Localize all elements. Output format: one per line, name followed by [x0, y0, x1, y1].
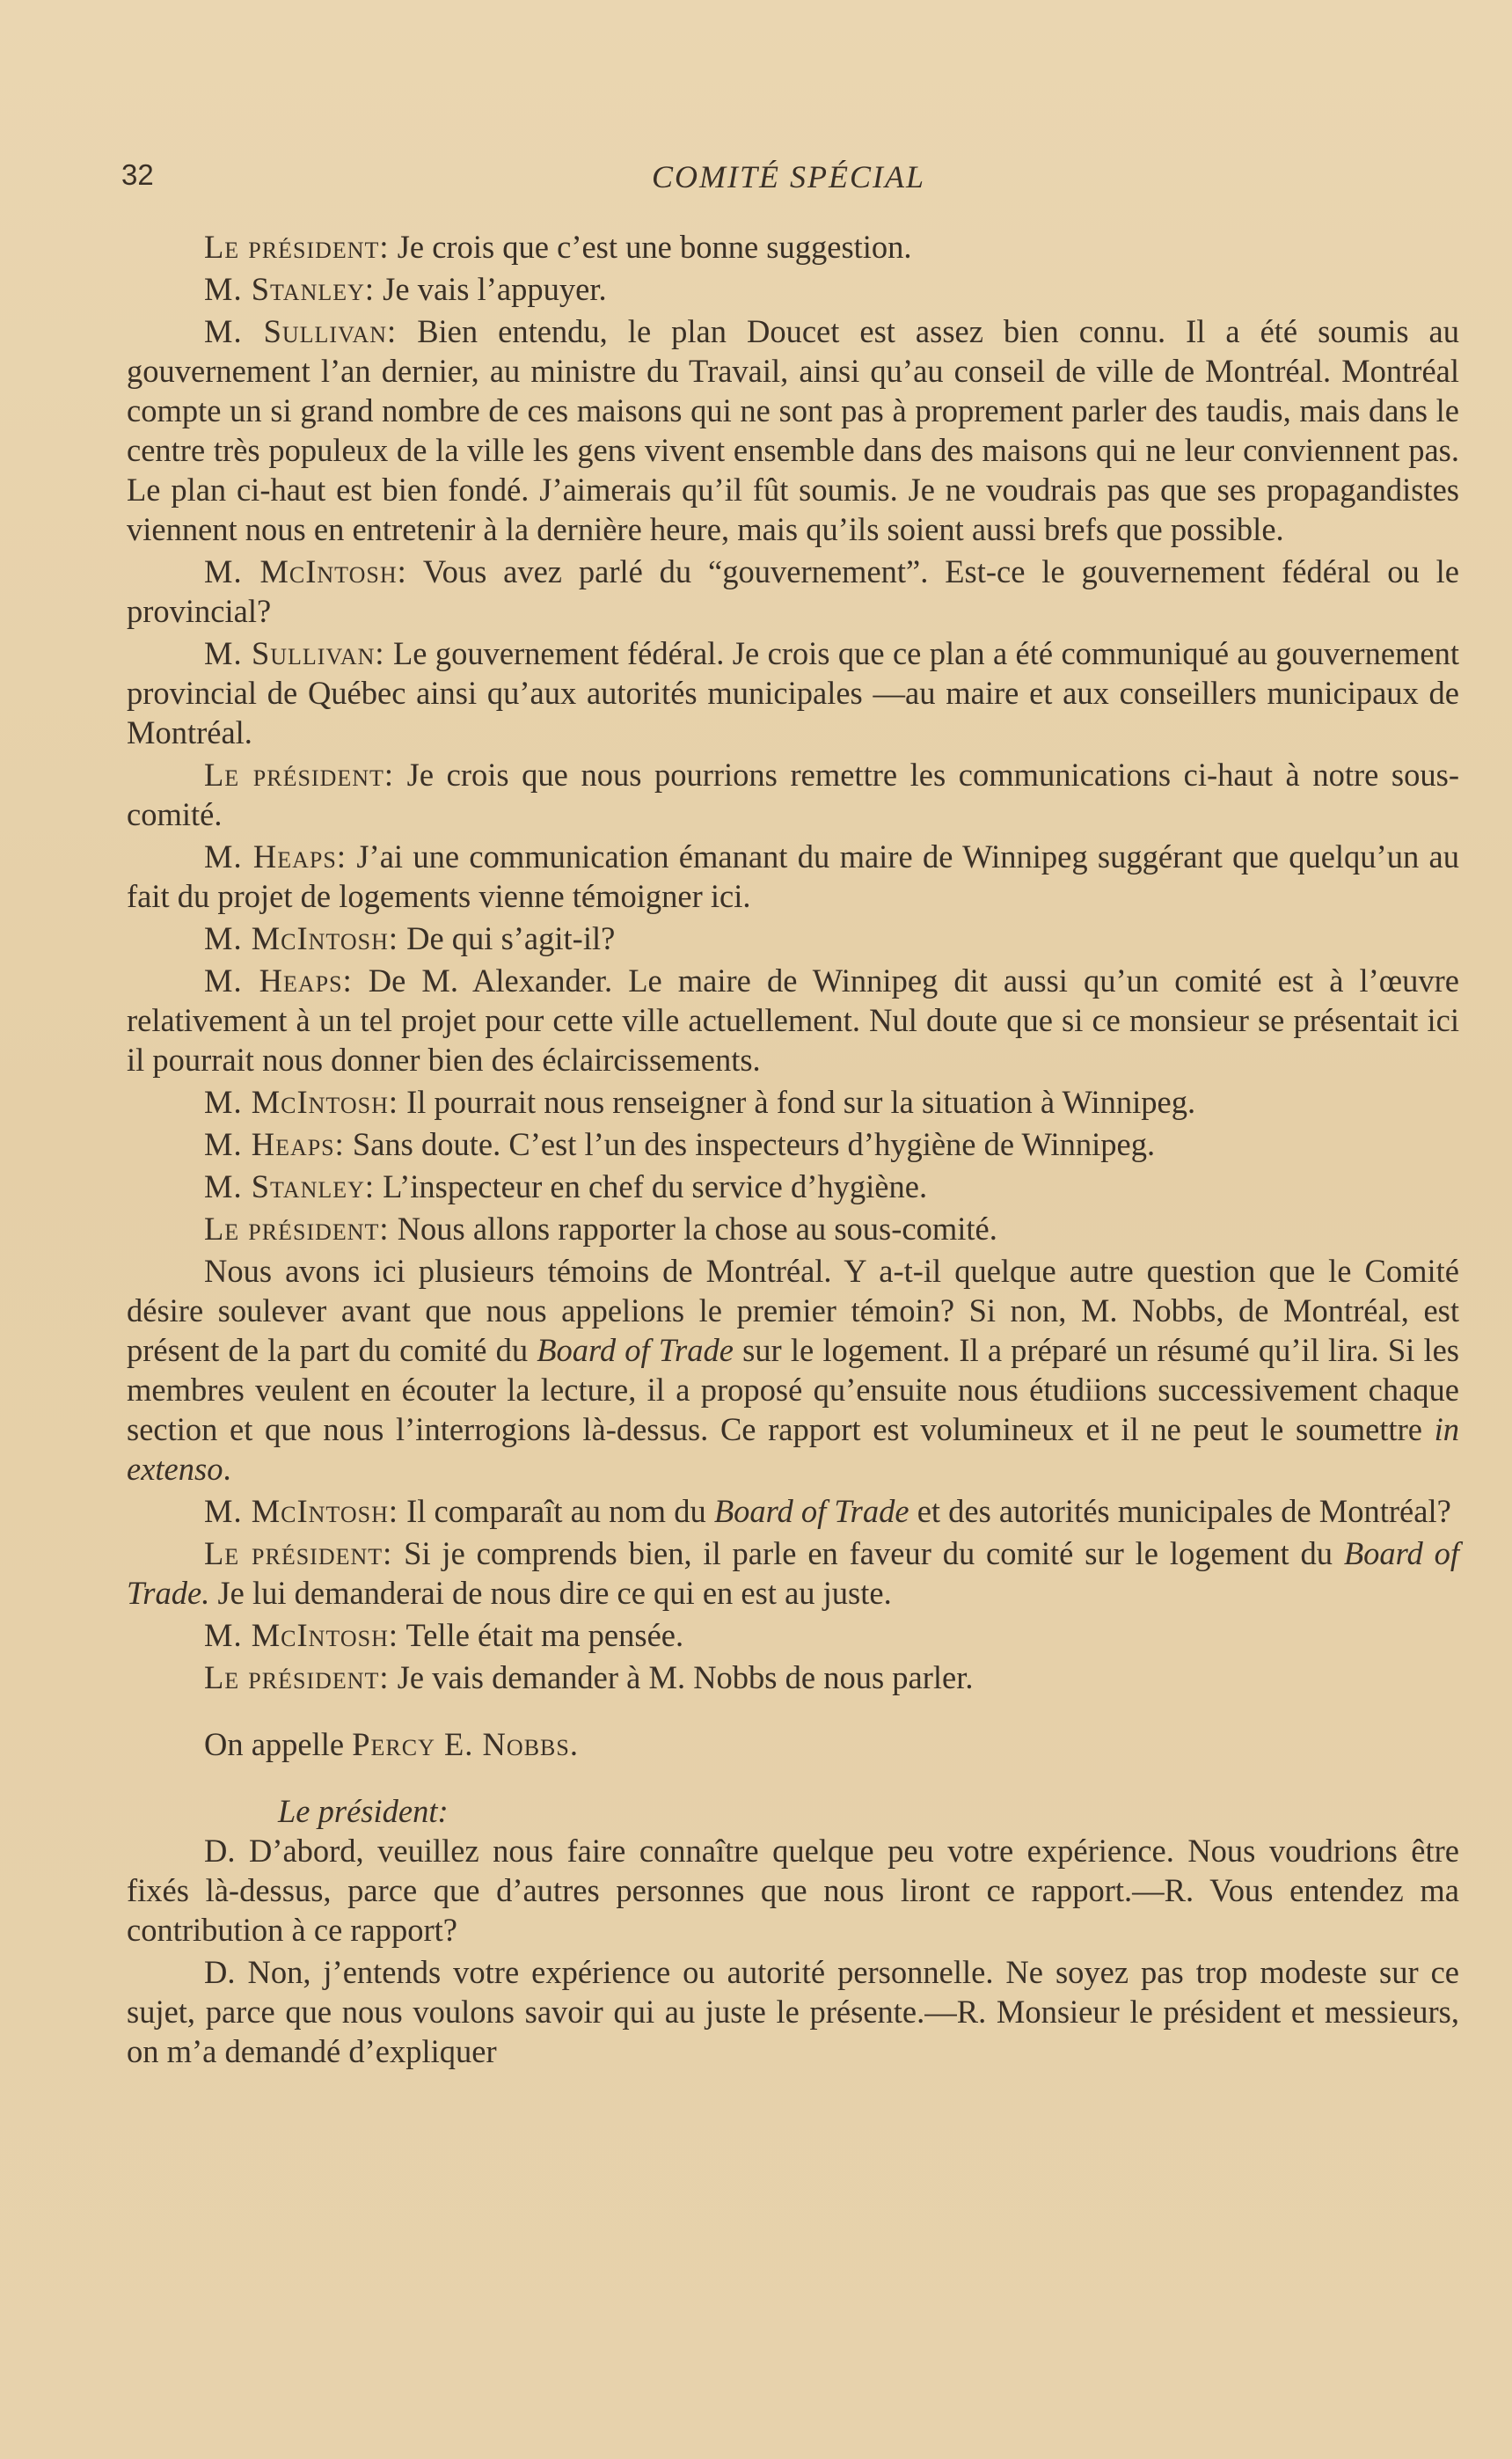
paragraph-text: Je crois que c’est une bonne suggestion. — [389, 229, 912, 265]
paragraph — [127, 961, 1459, 1079]
paragraph-text: et des autorités municipales de Montréal? — [909, 1493, 1451, 1529]
page-number: 32 — [121, 158, 154, 191]
paragraph — [127, 633, 1459, 752]
paragraph-text: Nous avons ici plusieurs témoins de Montréal. Y a-t-il quelque autre question que le Comité désire soulever avant que nous appelions le premier témoin? Si non, M. Nobbs, de Montréal, est présent de la part du comité du — [127, 1253, 1459, 1368]
paragraph-text: Il comparaît au nom du — [398, 1493, 714, 1529]
paragraph — [127, 227, 1459, 267]
italic-term: Board of Trade. — [127, 1535, 1460, 1611]
paragraph — [127, 1533, 1459, 1613]
paragraph — [127, 918, 1459, 958]
speaker-label: M. Stanley: — [204, 1168, 376, 1204]
paragraph — [127, 1658, 1459, 1697]
paragraph-text: J’ai une communication émanant du maire de Winnipeg suggérant que quelqu’un au fait du projet de logements vienne témoigner ici. — [127, 838, 1459, 914]
paragraph-text: . — [223, 1451, 231, 1487]
speaker-label: Le président: — [204, 229, 390, 265]
page-body — [127, 227, 1459, 2074]
spacer — [127, 1700, 1459, 1724]
paragraph — [127, 1167, 1459, 1206]
witness-name: Percy E. Nobbs. — [352, 1726, 579, 1762]
speaker-label: M. Heaps: — [204, 1126, 345, 1162]
paragraph-text: Si je comprends bien, il parle en faveur du comité sur le logement du — [392, 1535, 1344, 1571]
paragraph-text: Je vais demander à M. Nobbs de nous parler. — [389, 1659, 974, 1695]
witness-call — [127, 1724, 1459, 1764]
paragraph — [127, 1082, 1459, 1122]
paragraph-text: Je lui demanderai de nous dire ce qui en est au juste. — [209, 1575, 892, 1611]
paragraph-text: Il pourrait nous renseigner à fond sur la situation à Winnipeg. — [398, 1084, 1196, 1120]
qa-paragraph: D. Non, j’entends votre expérience ou autorité personnelle. Ne soyez pas trop modeste sur ce sujet, parce que nous voulons savoir qui au juste le présente.—R. Monsieur le président et messieurs, on m’a demandé d’expliquer — [127, 1954, 1459, 2069]
speaker-label: M. McIntosh: — [204, 1617, 398, 1653]
paragraph-text: sur le logement. Il a préparé un résumé qu’il lira. Si les membres veulent en écouter la lecture, il a proposé qu’ensuite nous étudiions successivement chaque section et que nous l’interrogions là-dessus. Ce rapport est volumineux et il ne peut le soumettre — [127, 1332, 1459, 1447]
italic-term: Board of Trade — [713, 1493, 909, 1529]
paragraph — [127, 552, 1459, 631]
speaker-label: M. Sullivan: — [204, 313, 398, 349]
speaker-label: M. Sullivan: — [204, 635, 385, 671]
paragraph — [127, 269, 1459, 309]
speaker-label: M. Stanley: — [204, 271, 376, 307]
italic-term: in extenso — [127, 1411, 1459, 1487]
paragraph-text: Bien entendu, le plan Doucet est assez bien connu. Il a été soumis au gouvernement l’an dernier, au ministre du Travail, ainsi qu’au conseil de ville de Montréal. Montréal compte un si grand nombre de ces maisons qui ne sont pas à proprement parler des taudis, mais dans le centre très populeux de la ville les gens vivent ensemble dans des maisons qui ne leur conviennent pas. Le plan ci-haut est bien fondé. J’aimerais qu’il fût soumis. Je ne voudrais pas que ses propagandistes viennent nous en entretenir à la dernière heure, mais qu’ils soient aussi brefs que possible. — [127, 313, 1459, 547]
paragraph — [127, 1124, 1459, 1164]
paragraph — [127, 837, 1459, 916]
paragraph-text: L’inspecteur en chef du service d’hygiène. — [375, 1168, 928, 1204]
speaker-label: Le président: — [204, 1659, 390, 1695]
qa-paragraph: D. D’abord, veuillez nous faire connaître quelque peu votre expérience. Nous voudrions être fixés là-dessus, parce que d’autres personnes que nous liront ce rapport.—R. Vous entendez ma contribution à ce rapport? — [127, 1833, 1459, 1948]
paragraph — [127, 1209, 1459, 1248]
paragraph-text: Vous avez parlé du “gouvernement”. Est-ce le gouvernement fédéral ou le provincial? — [127, 553, 1459, 629]
paragraph-text: Nous allons rapporter la chose au sous-comité. — [389, 1211, 997, 1247]
speaker-label: Le président: — [204, 1211, 390, 1247]
paragraph-nobbs-intro — [127, 1251, 1459, 1489]
page-header — [121, 158, 1456, 202]
speaker-label: M. Heaps: — [204, 838, 347, 875]
paragraph-text: De qui s’agit-il? — [398, 920, 616, 956]
paragraph-text: Telle était ma pensée. — [398, 1617, 684, 1653]
paragraph — [127, 1491, 1459, 1531]
speaker-label: M. McIntosh: — [204, 553, 407, 589]
examiner-heading: Le président: — [278, 1793, 449, 1829]
speaker-label: Le président: — [204, 757, 395, 793]
running-title: COMITÉ SPÉCIAL — [652, 159, 925, 194]
paragraph — [127, 755, 1459, 834]
speaker-label: M. McIntosh: — [204, 1084, 398, 1120]
paragraph-text: Sans doute. C’est l’un des inspecteurs d’hygiène de Winnipeg. — [344, 1126, 1156, 1162]
speaker-label: M. McIntosh: — [204, 1493, 398, 1529]
paragraph — [127, 311, 1459, 549]
speaker-label: Le président: — [204, 1535, 393, 1571]
speaker-label: M. McIntosh: — [204, 920, 398, 956]
speaker-label: M. Heaps: — [204, 962, 353, 999]
paragraph-text: Je crois que nous pourrions remettre les communications ci-haut à notre sous-comité. — [127, 757, 1459, 832]
paragraph — [127, 1615, 1459, 1655]
paragraph-text: De M. Alexander. Le maire de Winnipeg dit aussi qu’un comité est à l’œuvre relativement à un tel projet pour cette ville actuellement. Nul doute que si ce monsieur se présentait ici il pourrait nous donner bien des éclaircissements. — [127, 962, 1459, 1078]
paragraph-text: Je vais l’appuyer. — [375, 271, 607, 307]
italic-term: Board of Trade — [537, 1332, 734, 1368]
paragraph-text: Le gouvernement fédéral. Je crois que ce plan a été communiqué au gouvernement provincial de Québec ainsi qu’aux autorités municipales —au maire et aux conseillers municipaux de Montréal. — [127, 635, 1460, 750]
spacer — [127, 1767, 1459, 1791]
witness-call-prefix: On appelle — [204, 1726, 353, 1762]
